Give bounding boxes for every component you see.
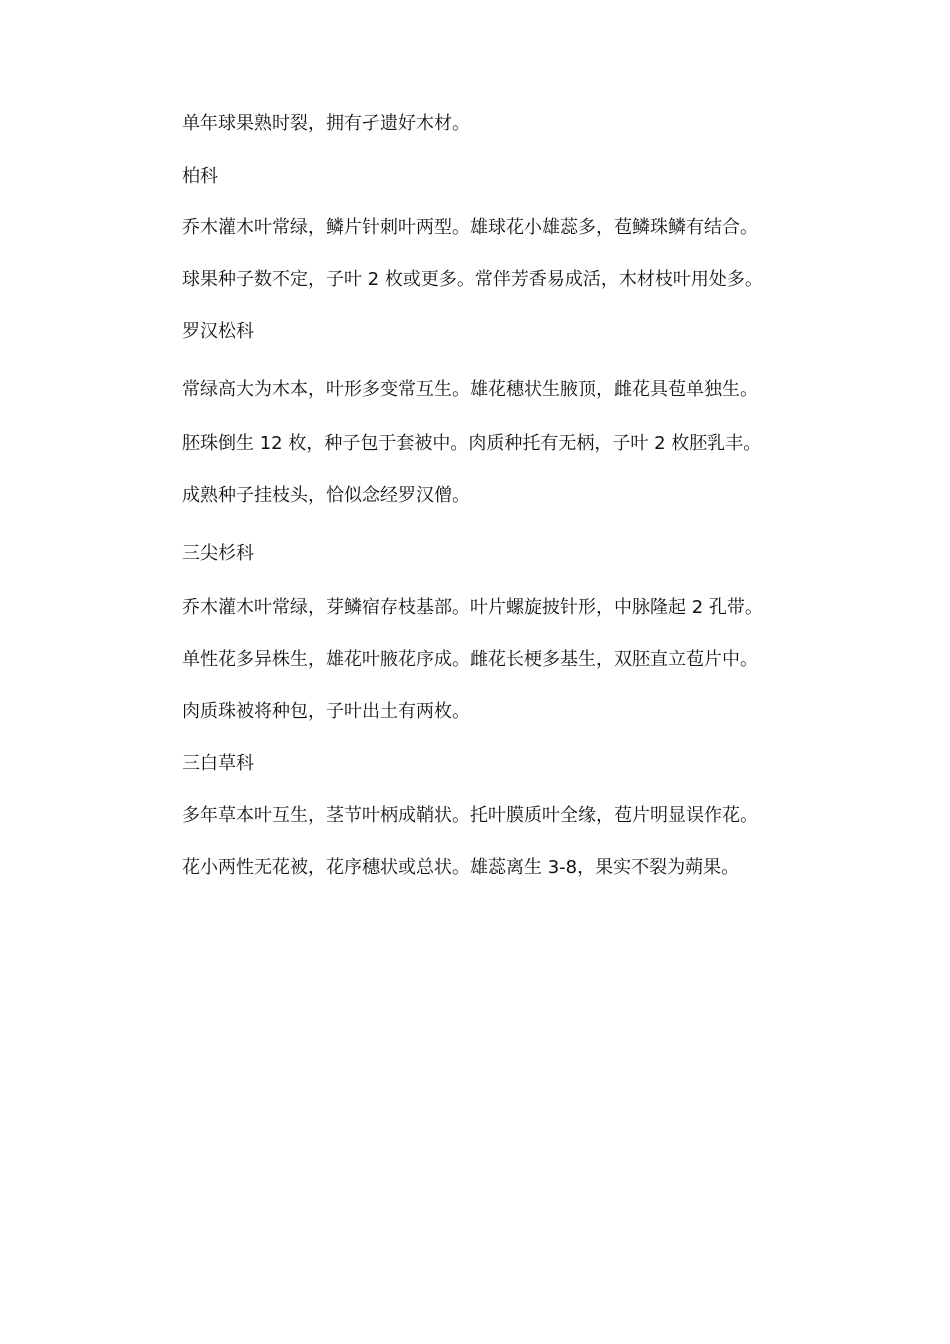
text-line: 多年草本叶互生，茎节叶柄成鞘状。托叶膜质叶全缘，苞片明显误作花。 — [182, 805, 758, 826]
text-line: 胚珠倒生 12 枚，种子包于套被中。肉质种托有无柄，子叶 2 枚胚乳丰。 — [182, 433, 762, 454]
text-line: 单年球果熟时裂，拥有孑遗好木材。 — [182, 113, 470, 134]
section-heading-cephalotaxaceae: 三尖杉科 — [182, 543, 254, 564]
text-line: 单性花多异株生，雄花叶腋花序成。雌花长梗多基生，双胚直立苞片中。 — [182, 649, 758, 670]
text-line: 花小两性无花被，花序穗状或总状。雄蕊离生 3-8，果实不裂为蒴果。 — [182, 857, 740, 878]
text-line: 球果种子数不定，子叶 2 枚或更多。常伴芳香易成活，木材枝叶用处多。 — [182, 269, 763, 290]
section-heading-saururaceae: 三白草科 — [182, 753, 254, 774]
text-line: 常绿高大为木本，叶形多变常互生。雄花穗状生腋顶，雌花具苞单独生。 — [182, 379, 758, 400]
text-line: 肉质珠被将种包，子叶出土有两枚。 — [182, 701, 470, 722]
text-line: 乔木灌木叶常绿，芽鳞宿存枝基部。叶片螺旋披针形，中脉隆起 2 孔带。 — [182, 597, 763, 618]
text-line: 乔木灌木叶常绿，鳞片针刺叶两型。雄球花小雄蕊多，苞鳞珠鳞有结合。 — [182, 217, 758, 238]
section-heading-podocarpaceae: 罗汉松科 — [182, 321, 254, 342]
text-line: 成熟种子挂枝头，恰似念经罗汉僧。 — [182, 485, 470, 506]
section-heading-cupressaceae: 柏科 — [182, 166, 218, 187]
